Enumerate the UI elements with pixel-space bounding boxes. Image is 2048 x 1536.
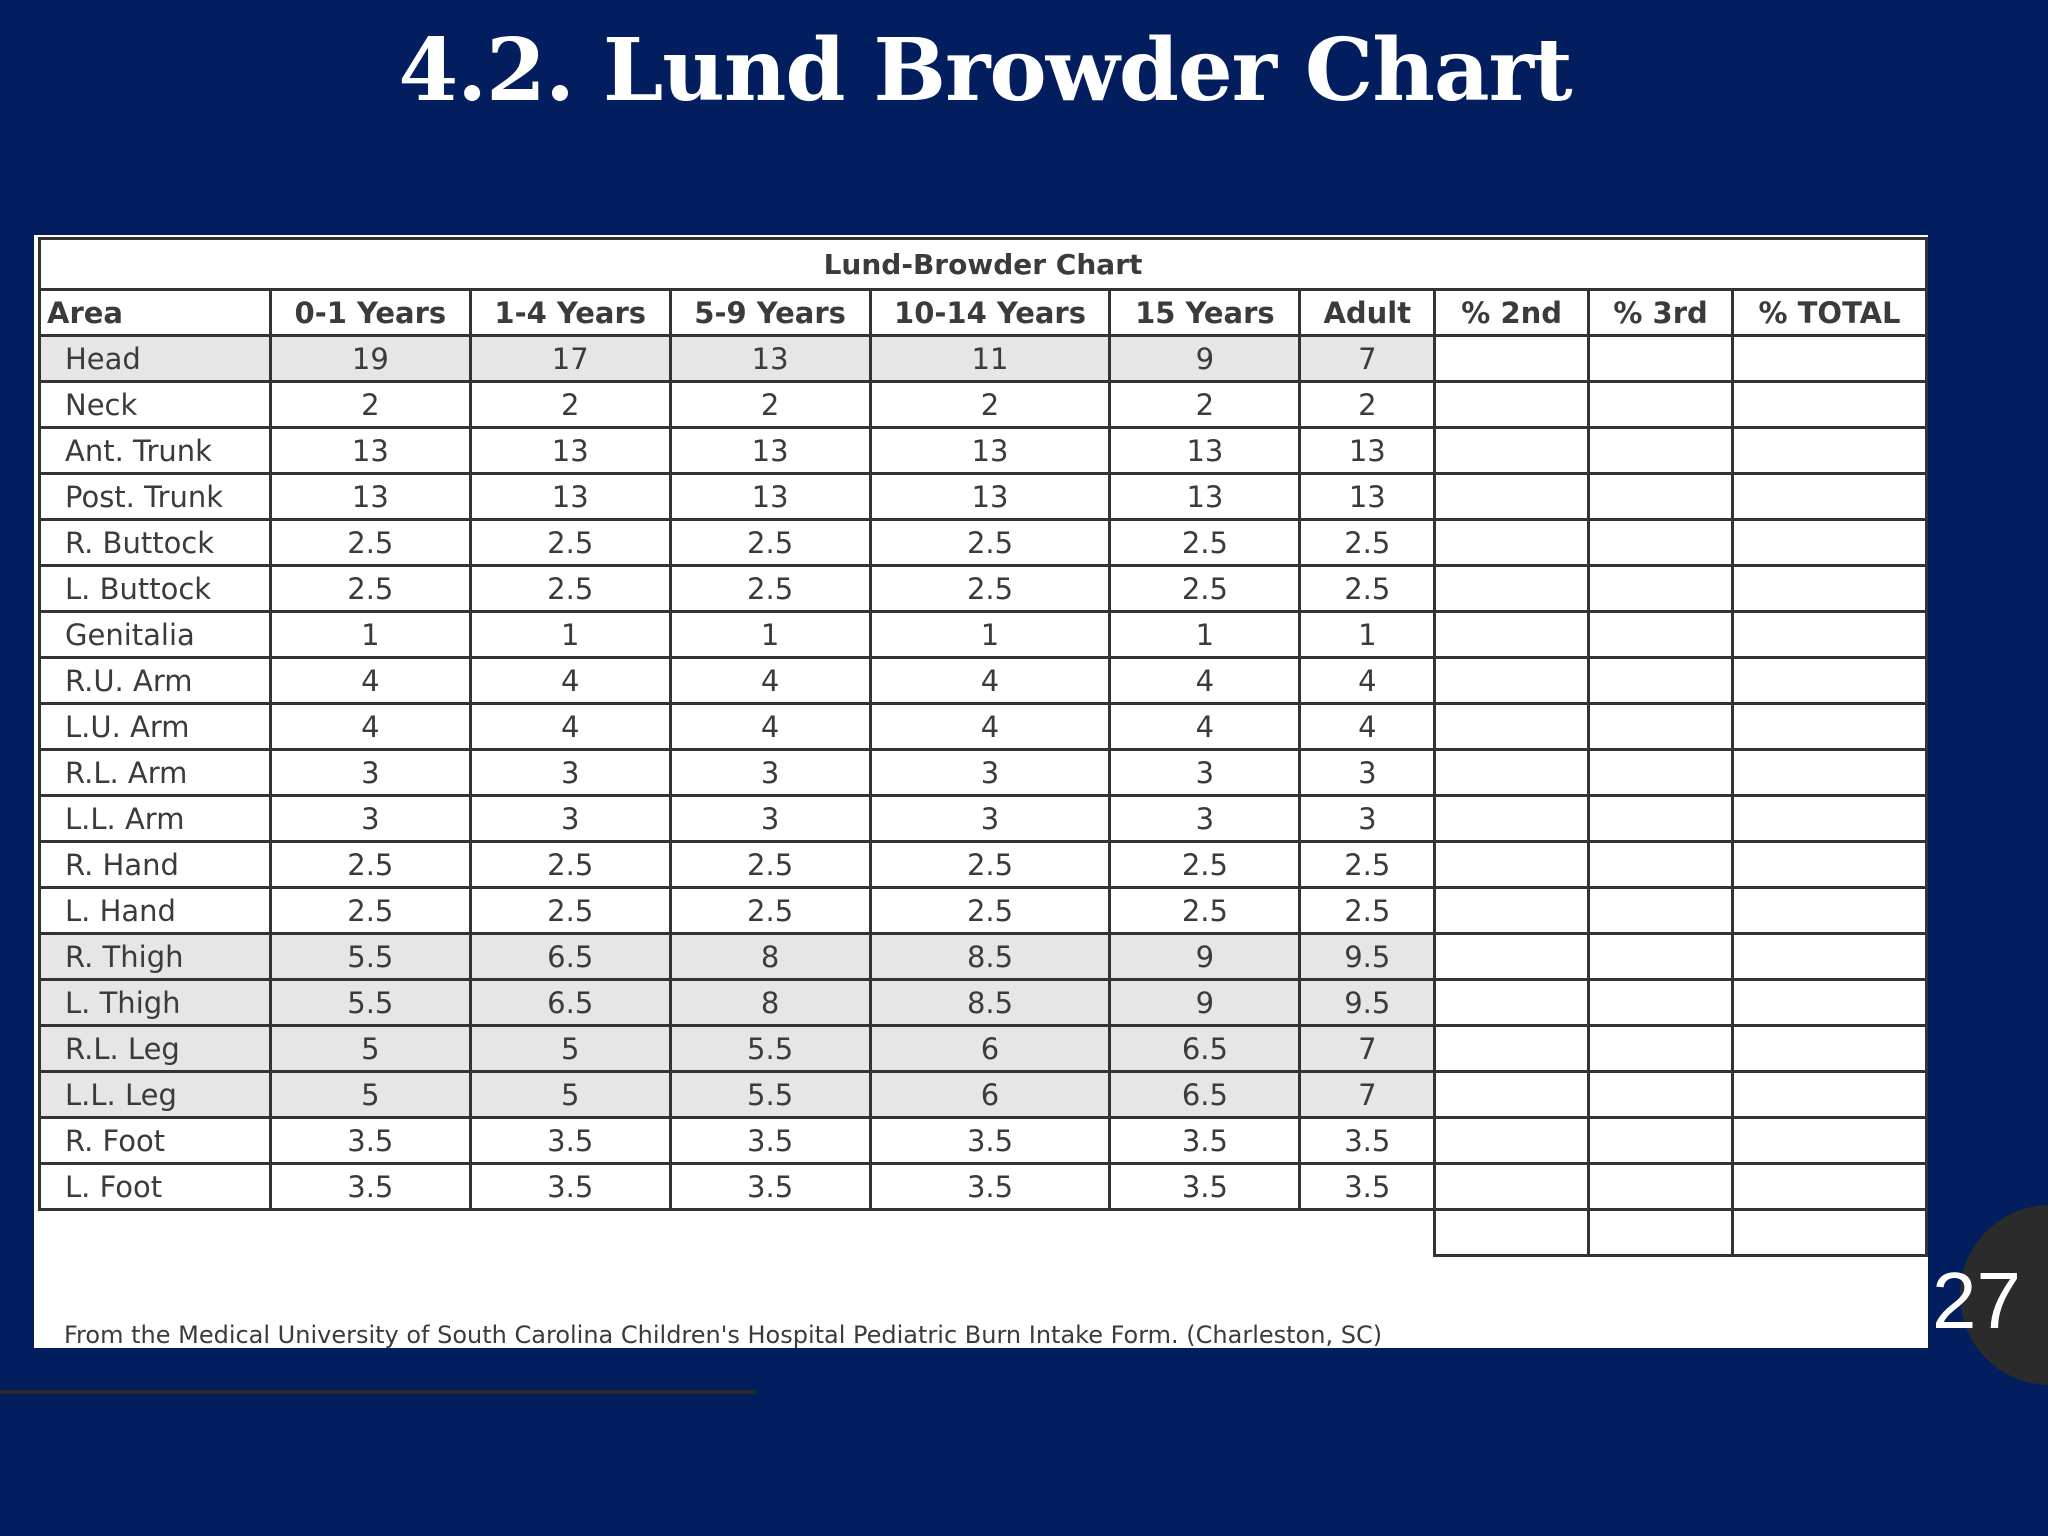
area-cell: L. Thigh bbox=[40, 980, 271, 1026]
table-row bbox=[40, 980, 1927, 1026]
percent-entry-cell[interactable] bbox=[1589, 888, 1733, 934]
value-cell: 2 bbox=[870, 382, 1110, 428]
value-cell: 2.5 bbox=[670, 520, 870, 566]
value-cell: 2.5 bbox=[870, 888, 1110, 934]
value-cell: 8 bbox=[670, 980, 870, 1026]
value-cell: 4 bbox=[270, 704, 470, 750]
percent-entry-cell[interactable] bbox=[1589, 842, 1733, 888]
value-cell: 4 bbox=[1110, 704, 1300, 750]
value-cell: 8 bbox=[670, 934, 870, 980]
column-header: 10-14 Years bbox=[870, 290, 1110, 336]
value-cell: 2.5 bbox=[270, 888, 470, 934]
area-cell: Genitalia bbox=[40, 612, 271, 658]
value-cell: 4 bbox=[870, 704, 1110, 750]
table-row bbox=[40, 1118, 1927, 1164]
value-cell: 3 bbox=[270, 796, 470, 842]
divider-line bbox=[0, 1390, 756, 1394]
value-cell: 2.5 bbox=[1110, 842, 1300, 888]
area-cell: R.L. Arm bbox=[40, 750, 271, 796]
value-cell: 2.5 bbox=[470, 520, 670, 566]
value-cell: 3 bbox=[670, 796, 870, 842]
percent-entry-cell[interactable] bbox=[1435, 980, 1589, 1026]
percent-entry-cell[interactable] bbox=[1435, 1164, 1589, 1210]
percent-entry-cell[interactable] bbox=[1589, 474, 1733, 520]
column-header: Adult bbox=[1300, 290, 1435, 336]
area-cell: R.L. Leg bbox=[40, 1026, 271, 1072]
value-cell: 1 bbox=[1110, 612, 1300, 658]
total-percent-cell[interactable] bbox=[1435, 1210, 1589, 1256]
area-cell: R.U. Arm bbox=[40, 658, 271, 704]
value-cell: 13 bbox=[670, 336, 870, 382]
column-header: 5-9 Years bbox=[670, 290, 870, 336]
value-cell: 2 bbox=[1110, 382, 1300, 428]
percent-entry-cell[interactable] bbox=[1589, 336, 1733, 382]
value-cell: 2.5 bbox=[870, 842, 1110, 888]
value-cell: 9 bbox=[1110, 980, 1300, 1026]
column-header: % 2nd bbox=[1435, 290, 1589, 336]
lund-browder-table bbox=[38, 237, 1928, 1257]
percent-entry-cell[interactable] bbox=[1733, 474, 1927, 520]
value-cell: 1 bbox=[470, 612, 670, 658]
percent-entry-cell[interactable] bbox=[1589, 796, 1733, 842]
area-cell: Post. Trunk bbox=[40, 474, 271, 520]
value-cell: 2.5 bbox=[470, 888, 670, 934]
value-cell: 5 bbox=[470, 1072, 670, 1118]
value-cell: 5 bbox=[270, 1026, 470, 1072]
percent-entry-cell[interactable] bbox=[1589, 566, 1733, 612]
value-cell: 9 bbox=[1110, 336, 1300, 382]
value-cell: 6.5 bbox=[470, 980, 670, 1026]
value-cell: 6 bbox=[870, 1072, 1110, 1118]
percent-entry-cell[interactable] bbox=[1733, 750, 1927, 796]
value-cell: 6 bbox=[870, 1026, 1110, 1072]
value-cell: 19 bbox=[270, 336, 470, 382]
value-cell: 9.5 bbox=[1300, 934, 1435, 980]
value-cell: 11 bbox=[870, 336, 1110, 382]
percent-entry-cell[interactable] bbox=[1733, 1026, 1927, 1072]
table-row bbox=[40, 566, 1927, 612]
value-cell: 3 bbox=[470, 750, 670, 796]
percent-entry-cell[interactable] bbox=[1435, 888, 1589, 934]
value-cell: 3.5 bbox=[1300, 1164, 1435, 1210]
percent-entry-cell[interactable] bbox=[1733, 934, 1927, 980]
value-cell: 3.5 bbox=[870, 1118, 1110, 1164]
area-cell: Neck bbox=[40, 382, 271, 428]
value-cell: 3 bbox=[1110, 796, 1300, 842]
value-cell: 13 bbox=[1300, 428, 1435, 474]
value-cell: 7 bbox=[1300, 1026, 1435, 1072]
value-cell: 8.5 bbox=[870, 980, 1110, 1026]
table-row bbox=[40, 658, 1927, 704]
percent-entry-cell[interactable] bbox=[1435, 658, 1589, 704]
value-cell: 3.5 bbox=[1300, 1118, 1435, 1164]
value-cell: 2.5 bbox=[1110, 888, 1300, 934]
value-cell: 4 bbox=[870, 658, 1110, 704]
percent-entry-cell[interactable] bbox=[1435, 428, 1589, 474]
value-cell: 3 bbox=[470, 796, 670, 842]
value-cell: 1 bbox=[870, 612, 1110, 658]
percent-entry-cell[interactable] bbox=[1435, 704, 1589, 750]
area-cell: R. Foot bbox=[40, 1118, 271, 1164]
total-row-spacer bbox=[40, 1210, 1435, 1256]
table-row bbox=[40, 336, 1927, 382]
percent-entry-cell[interactable] bbox=[1435, 796, 1589, 842]
value-cell: 13 bbox=[270, 428, 470, 474]
column-header: % TOTAL bbox=[1733, 290, 1927, 336]
percent-entry-cell[interactable] bbox=[1733, 566, 1927, 612]
percent-entry-cell[interactable] bbox=[1589, 1026, 1733, 1072]
area-cell: R. Thigh bbox=[40, 934, 271, 980]
value-cell: 7 bbox=[1300, 1072, 1435, 1118]
source-note: From the Medical University of South Carolina Children's Hospital Pediatric Burn Intake Form. (Charleston, SC) bbox=[64, 1321, 1383, 1349]
value-cell: 5.5 bbox=[670, 1072, 870, 1118]
value-cell: 5.5 bbox=[270, 980, 470, 1026]
value-cell: 4 bbox=[1300, 658, 1435, 704]
table-row bbox=[40, 520, 1927, 566]
value-cell: 2.5 bbox=[1110, 566, 1300, 612]
value-cell: 2.5 bbox=[1300, 888, 1435, 934]
value-cell: 2 bbox=[470, 382, 670, 428]
value-cell: 2.5 bbox=[870, 566, 1110, 612]
table-header-row bbox=[40, 290, 1927, 336]
value-cell: 4 bbox=[670, 704, 870, 750]
value-cell: 13 bbox=[670, 428, 870, 474]
value-cell: 2.5 bbox=[270, 842, 470, 888]
value-cell: 3 bbox=[270, 750, 470, 796]
value-cell: 6.5 bbox=[470, 934, 670, 980]
value-cell: 2.5 bbox=[1300, 566, 1435, 612]
percent-entry-cell[interactable] bbox=[1589, 1164, 1733, 1210]
value-cell: 2.5 bbox=[470, 842, 670, 888]
value-cell: 3.5 bbox=[470, 1118, 670, 1164]
percent-entry-cell[interactable] bbox=[1733, 658, 1927, 704]
table-row bbox=[40, 796, 1927, 842]
value-cell: 3.5 bbox=[1110, 1118, 1300, 1164]
slide-title: 4.2. Lund Browder Chart bbox=[398, 20, 1572, 121]
percent-entry-cell[interactable] bbox=[1733, 796, 1927, 842]
value-cell: 3.5 bbox=[1110, 1164, 1300, 1210]
percent-entry-cell[interactable] bbox=[1733, 888, 1927, 934]
total-row bbox=[40, 1210, 1927, 1256]
value-cell: 13 bbox=[1300, 474, 1435, 520]
area-cell: L.L. Leg bbox=[40, 1072, 271, 1118]
percent-entry-cell[interactable] bbox=[1589, 1118, 1733, 1164]
percent-entry-cell[interactable] bbox=[1733, 1118, 1927, 1164]
percent-entry-cell[interactable] bbox=[1733, 980, 1927, 1026]
area-cell: L.L. Arm bbox=[40, 796, 271, 842]
page-number: 27 bbox=[1932, 1256, 2021, 1345]
value-cell: 9 bbox=[1110, 934, 1300, 980]
value-cell: 4 bbox=[670, 658, 870, 704]
percent-entry-cell[interactable] bbox=[1733, 842, 1927, 888]
value-cell: 3 bbox=[1300, 750, 1435, 796]
column-header: % 3rd bbox=[1589, 290, 1733, 336]
percent-entry-cell[interactable] bbox=[1589, 704, 1733, 750]
table-body bbox=[40, 336, 1927, 1256]
value-cell: 2.5 bbox=[1300, 520, 1435, 566]
total-percent-cell[interactable] bbox=[1733, 1210, 1927, 1256]
value-cell: 3 bbox=[1110, 750, 1300, 796]
value-cell: 13 bbox=[470, 474, 670, 520]
value-cell: 4 bbox=[1110, 658, 1300, 704]
value-cell: 13 bbox=[1110, 428, 1300, 474]
value-cell: 13 bbox=[870, 474, 1110, 520]
percent-entry-cell[interactable] bbox=[1435, 1072, 1589, 1118]
value-cell: 2.5 bbox=[270, 566, 470, 612]
percent-entry-cell[interactable] bbox=[1589, 428, 1733, 474]
value-cell: 1 bbox=[670, 612, 870, 658]
value-cell: 3 bbox=[870, 796, 1110, 842]
percent-entry-cell[interactable] bbox=[1733, 428, 1927, 474]
value-cell: 3.5 bbox=[670, 1164, 870, 1210]
area-cell: R. Buttock bbox=[40, 520, 271, 566]
percent-entry-cell[interactable] bbox=[1435, 520, 1589, 566]
total-percent-cell[interactable] bbox=[1589, 1210, 1733, 1256]
percent-entry-cell[interactable] bbox=[1589, 1072, 1733, 1118]
value-cell: 2 bbox=[670, 382, 870, 428]
area-cell: L.U. Arm bbox=[40, 704, 271, 750]
percent-entry-cell[interactable] bbox=[1435, 336, 1589, 382]
value-cell: 5.5 bbox=[670, 1026, 870, 1072]
table-row bbox=[40, 1072, 1927, 1118]
percent-entry-cell[interactable] bbox=[1435, 474, 1589, 520]
percent-entry-cell[interactable] bbox=[1589, 934, 1733, 980]
value-cell: 3 bbox=[1300, 796, 1435, 842]
percent-entry-cell[interactable] bbox=[1435, 842, 1589, 888]
percent-entry-cell[interactable] bbox=[1589, 382, 1733, 428]
value-cell: 4 bbox=[270, 658, 470, 704]
value-cell: 5 bbox=[270, 1072, 470, 1118]
percent-entry-cell[interactable] bbox=[1435, 1118, 1589, 1164]
area-cell: Head bbox=[40, 336, 271, 382]
value-cell: 13 bbox=[470, 428, 670, 474]
value-cell: 6.5 bbox=[1110, 1026, 1300, 1072]
area-cell: L. Hand bbox=[40, 888, 271, 934]
value-cell: 2.5 bbox=[670, 842, 870, 888]
table-row bbox=[40, 934, 1927, 980]
percent-entry-cell[interactable] bbox=[1589, 980, 1733, 1026]
value-cell: 4 bbox=[1300, 704, 1435, 750]
value-cell: 2.5 bbox=[470, 566, 670, 612]
table-row bbox=[40, 428, 1927, 474]
value-cell: 3.5 bbox=[470, 1164, 670, 1210]
value-cell: 9.5 bbox=[1300, 980, 1435, 1026]
table-row bbox=[40, 704, 1927, 750]
column-header-area: Area bbox=[40, 290, 271, 336]
lund-browder-chart-image bbox=[34, 235, 1928, 1348]
area-cell: R. Hand bbox=[40, 842, 271, 888]
value-cell: 13 bbox=[870, 428, 1110, 474]
percent-entry-cell[interactable] bbox=[1733, 704, 1927, 750]
table-row bbox=[40, 1026, 1927, 1072]
value-cell: 3 bbox=[870, 750, 1110, 796]
percent-entry-cell[interactable] bbox=[1435, 382, 1589, 428]
table-row bbox=[40, 888, 1927, 934]
column-header: 1-4 Years bbox=[470, 290, 670, 336]
column-header: 15 Years bbox=[1110, 290, 1300, 336]
value-cell: 13 bbox=[670, 474, 870, 520]
percent-entry-cell[interactable] bbox=[1435, 934, 1589, 980]
value-cell: 2.5 bbox=[670, 566, 870, 612]
value-cell: 2.5 bbox=[870, 520, 1110, 566]
table-row bbox=[40, 842, 1927, 888]
table-row bbox=[40, 750, 1927, 796]
percent-entry-cell[interactable] bbox=[1589, 520, 1733, 566]
percent-entry-cell[interactable] bbox=[1589, 612, 1733, 658]
value-cell: 2.5 bbox=[270, 520, 470, 566]
percent-entry-cell[interactable] bbox=[1435, 566, 1589, 612]
table-caption: Lund-Browder Chart bbox=[40, 239, 1927, 290]
value-cell: 13 bbox=[270, 474, 470, 520]
value-cell: 2.5 bbox=[1300, 842, 1435, 888]
value-cell: 5 bbox=[470, 1026, 670, 1072]
percent-entry-cell[interactable] bbox=[1435, 612, 1589, 658]
percent-entry-cell[interactable] bbox=[1733, 1164, 1927, 1210]
value-cell: 3.5 bbox=[670, 1118, 870, 1164]
value-cell: 1 bbox=[270, 612, 470, 658]
table-row bbox=[40, 474, 1927, 520]
table-row bbox=[40, 612, 1927, 658]
value-cell: 3 bbox=[670, 750, 870, 796]
value-cell: 6.5 bbox=[1110, 1072, 1300, 1118]
value-cell: 2 bbox=[270, 382, 470, 428]
value-cell: 4 bbox=[470, 658, 670, 704]
value-cell: 4 bbox=[470, 704, 670, 750]
value-cell: 8.5 bbox=[870, 934, 1110, 980]
percent-entry-cell[interactable] bbox=[1733, 382, 1927, 428]
value-cell: 2.5 bbox=[1110, 520, 1300, 566]
area-cell: L. Foot bbox=[40, 1164, 271, 1210]
value-cell: 2.5 bbox=[670, 888, 870, 934]
area-cell: Ant. Trunk bbox=[40, 428, 271, 474]
value-cell: 2 bbox=[1300, 382, 1435, 428]
percent-entry-cell[interactable] bbox=[1733, 1072, 1927, 1118]
value-cell: 3.5 bbox=[870, 1164, 1110, 1210]
percent-entry-cell[interactable] bbox=[1733, 336, 1927, 382]
value-cell: 7 bbox=[1300, 336, 1435, 382]
table-row bbox=[40, 1164, 1927, 1210]
value-cell: 1 bbox=[1300, 612, 1435, 658]
percent-entry-cell[interactable] bbox=[1589, 750, 1733, 796]
percent-entry-cell[interactable] bbox=[1435, 1026, 1589, 1072]
table-row bbox=[40, 382, 1927, 428]
column-header: 0-1 Years bbox=[270, 290, 470, 336]
percent-entry-cell[interactable] bbox=[1733, 612, 1927, 658]
value-cell: 5.5 bbox=[270, 934, 470, 980]
percent-entry-cell[interactable] bbox=[1733, 520, 1927, 566]
percent-entry-cell[interactable] bbox=[1589, 658, 1733, 704]
value-cell: 13 bbox=[1110, 474, 1300, 520]
area-cell: L. Buttock bbox=[40, 566, 271, 612]
value-cell: 3.5 bbox=[270, 1118, 470, 1164]
value-cell: 17 bbox=[470, 336, 670, 382]
percent-entry-cell[interactable] bbox=[1435, 750, 1589, 796]
value-cell: 3.5 bbox=[270, 1164, 470, 1210]
